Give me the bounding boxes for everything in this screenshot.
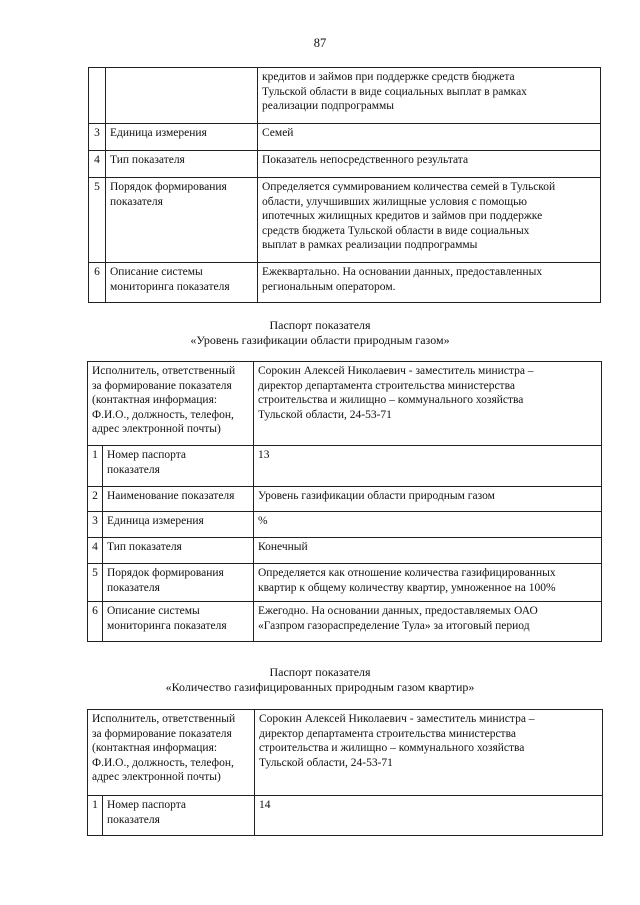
row-label: Описание системы мониторинга показателя bbox=[106, 263, 258, 303]
row-number: 5 bbox=[89, 178, 106, 263]
row-number: 4 bbox=[88, 538, 103, 564]
table-row bbox=[88, 602, 602, 642]
row-value: Конечный bbox=[254, 538, 602, 564]
row-number bbox=[89, 68, 106, 124]
table-row bbox=[89, 124, 601, 151]
row-value: кредитов и займов при поддержке средств бюджета Тульской области в виде социальных выплат в рамках реализации подпрограммы bbox=[258, 68, 601, 124]
indicator-table-continuation bbox=[88, 67, 601, 303]
row-value: Ежеквартально. На основании данных, предоставленных региональным оператором. bbox=[258, 263, 601, 303]
table-row bbox=[88, 446, 602, 487]
table-row bbox=[89, 151, 601, 178]
row-value: Ежегодно. На основании данных, предоставляемых ОАО «Газпром газораспределение Тула» за итоговый период bbox=[254, 602, 602, 642]
section-subtitle: «Уровень газификации области природным газом» bbox=[190, 333, 450, 347]
table-row bbox=[89, 263, 601, 303]
section-heading bbox=[0, 318, 640, 348]
row-label: Описание системы мониторинга показателя bbox=[103, 602, 254, 642]
executor-label: Исполнитель, ответственный за формирование показателя (контактная информация: Ф.И.О., должность, телефон, адрес электронной почты) bbox=[88, 710, 255, 796]
row-number: 1 bbox=[88, 446, 103, 487]
page-number: 87 bbox=[313, 36, 327, 50]
section-subtitle: «Количество газифицированных природным газом квартир» bbox=[165, 680, 475, 694]
table-row bbox=[88, 512, 602, 538]
section-title: Паспорт показателя bbox=[269, 665, 371, 679]
row-label: Номер паспорта показателя bbox=[103, 796, 255, 836]
table-row bbox=[88, 538, 602, 564]
row-value: 13 bbox=[254, 446, 602, 487]
table-row bbox=[88, 796, 603, 836]
row-label: Тип показателя bbox=[106, 151, 258, 178]
row-label: Порядок формирования показателя bbox=[106, 178, 258, 263]
executor-value: Сорокин Алексей Николаевич - заместитель министра – директор департамента строительства министерства строительства и жилищно – коммунального хозяйства Тульской области, 24-53-71 bbox=[255, 710, 603, 796]
row-value: Семей bbox=[258, 124, 601, 151]
row-value: Уровень газификации области природным газом bbox=[254, 487, 602, 512]
row-value: % bbox=[254, 512, 602, 538]
row-label: Порядок формирования показателя bbox=[103, 564, 254, 602]
row-value: Показатель непосредственного результата bbox=[258, 151, 601, 178]
executor-row bbox=[88, 710, 603, 796]
table-row bbox=[88, 564, 602, 602]
row-label: Единица измерения bbox=[103, 512, 254, 538]
table-row bbox=[89, 68, 601, 124]
row-number: 5 bbox=[88, 564, 103, 602]
row-value: Определяется суммированием количества семей в Тульской области, улучшивших жилищные условия с помощью ипотечных жилищных кредитов и займов при поддержке средств бюджета Тульской области в виде социальных выплат в рамках реализации подпрограммы bbox=[258, 178, 601, 263]
row-value: Определяется как отношение количества газифицированных квартир к общему количеству квартир, умноженное на 100% bbox=[254, 564, 602, 602]
indicator-passport-table bbox=[87, 709, 603, 836]
row-number: 4 bbox=[89, 151, 106, 178]
executor-row bbox=[88, 362, 602, 446]
row-value: 14 bbox=[255, 796, 603, 836]
table-row bbox=[88, 487, 602, 512]
row-label: Тип показателя bbox=[103, 538, 254, 564]
row-number: 2 bbox=[88, 487, 103, 512]
executor-label: Исполнитель, ответственный за формирование показателя (контактная информация: Ф.И.О., должность, телефон, адрес электронной почты) bbox=[88, 362, 254, 446]
section-title: Паспорт показателя bbox=[269, 318, 371, 332]
row-label bbox=[106, 68, 258, 124]
executor-value: Сорокин Алексей Николаевич - заместитель министра – директор департамента строительства министерства строительства и жилищно – коммунального хозяйства Тульской области, 24-53-71 bbox=[254, 362, 602, 446]
row-number: 6 bbox=[89, 263, 106, 303]
row-label: Единица измерения bbox=[106, 124, 258, 151]
indicator-passport-table bbox=[87, 361, 602, 642]
row-number: 3 bbox=[89, 124, 106, 151]
row-label: Наименование показателя bbox=[103, 487, 254, 512]
row-number: 6 bbox=[88, 602, 103, 642]
row-label: Номер паспорта показателя bbox=[103, 446, 254, 487]
row-number: 3 bbox=[88, 512, 103, 538]
row-number: 1 bbox=[88, 796, 103, 836]
section-heading bbox=[0, 665, 640, 695]
table-row bbox=[89, 178, 601, 263]
